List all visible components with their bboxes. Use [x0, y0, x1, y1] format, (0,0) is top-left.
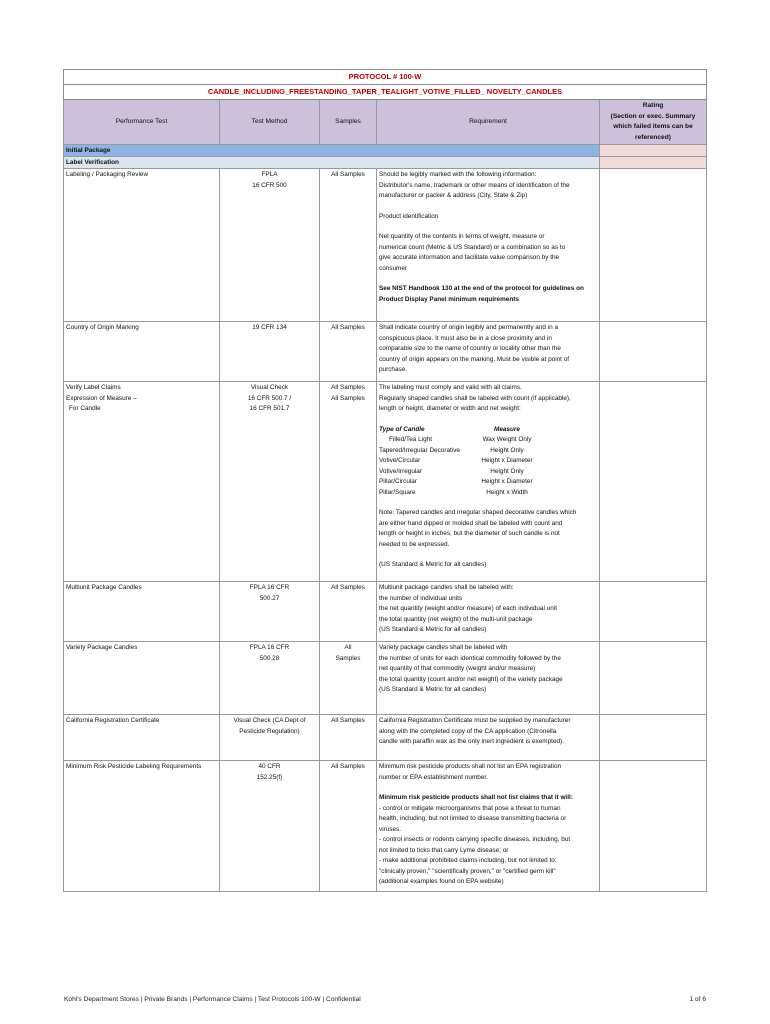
note-line: (US Standard & Metric for all candles) [379, 561, 487, 568]
header-rating-line: Rating [642, 102, 664, 109]
candle-measure: Height x Diameter [481, 457, 533, 464]
method-line: 16 CFR 500 [252, 181, 287, 189]
req-line: candle with paraffin wax as the only inert ingredient is exempted). [379, 738, 564, 745]
req-line: the total quantity (count and/or net weight) of the variety package [379, 675, 563, 683]
req-line: See NIST Handbook 130 at the end of the protocol for guidelines on [379, 285, 584, 292]
req-line: Shall indicate country of origin legibly and permanently and in a [379, 324, 559, 331]
method-line: 152.25(f) [256, 773, 283, 781]
samples-cell: All Samples [320, 761, 377, 892]
samples-cell [320, 642, 377, 715]
protocol-number: PROTOCOL # 100-W [64, 70, 707, 85]
method-line: Pesticide Regulation) [239, 727, 300, 735]
performance-test-cell: Country of Origin Marking [64, 322, 220, 382]
test-method-cell: 19 CFR 134 [220, 322, 320, 382]
req-line: not limited to ticks that carry Lyme disease; or [379, 846, 509, 854]
test-method-cell [220, 642, 320, 715]
req-line: Distributor's name, trademark or other means of identification of the [379, 181, 570, 189]
req-line: "clinically proven," "scientifically proven," or "certified germ kill" [379, 867, 556, 875]
candle-measure: Height Only [490, 467, 524, 475]
performance-test-cell [64, 382, 220, 582]
req-line: California Registration Certificate must be supplied by manufacturer [379, 717, 571, 724]
samples-line: All Samples [331, 384, 365, 391]
samples-cell [320, 382, 377, 582]
test-method-cell [220, 582, 320, 642]
table-row [64, 382, 707, 582]
test-line: For Candle [69, 405, 101, 412]
requirement-cell [377, 761, 600, 892]
rating-cell [600, 382, 707, 582]
header-performance-test: Performance Test [64, 100, 220, 145]
candle-type: Pillar/Square [379, 488, 416, 496]
candle-measure: Height x Diameter [481, 478, 533, 485]
req-line: number or EPA establishment number. [379, 773, 488, 781]
rating-cell [600, 322, 707, 382]
req-line: Variety package candles shall be labeled with [379, 644, 508, 651]
rating-cell [600, 145, 707, 157]
candle-type: Tapered/Irregular Decorative [379, 446, 460, 454]
section-initial-package [64, 145, 707, 157]
req-line: conspicuous place. It must also be in a close proximity and in [379, 334, 552, 342]
section-label-verification [64, 157, 707, 169]
req-line: the number of units for each identical commodity followed by the [379, 654, 561, 662]
req-line: numerical count (Metric & US Standard) or a combination so as to [379, 243, 566, 251]
note-line: needed to be expressed. [379, 540, 450, 548]
table-row [64, 761, 707, 892]
req-line: (additional examples found on EPA website) [379, 878, 504, 885]
candle-measure: Height Only [490, 446, 524, 454]
req-line: (US Standard & Metric for all candles) [379, 626, 487, 633]
test-method-cell [220, 169, 320, 322]
table-row [64, 169, 707, 322]
req-line: Regularly shaped candles shall be labeled with count (if applicable), [379, 394, 571, 402]
req-line: viruses. [379, 825, 402, 833]
req-line: Net quantity of the contents in terms of weight, measure or [379, 233, 545, 240]
req-line: - control or mitigate microorganisms that pose a threat to human [379, 804, 561, 812]
page-footer: Kohl's Department Stores | Private Brands | Performance Claims | Test Protocols 100-W | Confidential [64, 996, 361, 1003]
method-line: FPLA [261, 171, 278, 178]
req-line: purchase. [379, 366, 408, 373]
req-line: consumer [379, 264, 408, 272]
samples-cell: All Samples [320, 582, 377, 642]
type-of-candle-heading: Type of Candle [379, 425, 425, 433]
test-method-cell [220, 761, 320, 892]
samples-line: All [344, 644, 352, 651]
header-rating-line: which failed items can be [613, 123, 693, 130]
req-line: Product Display Panel minimum requirements [379, 295, 519, 303]
note-line: are either hand dipped or molded shall be labeled with count and [379, 519, 563, 527]
table-row [64, 715, 707, 761]
test-method-cell [220, 715, 320, 761]
note-line: length or height in inches, but the diameter of such candle is not [379, 530, 560, 537]
header-rating-line: (Section or exec. Summary [610, 112, 696, 120]
req-line: along with the completed copy of the CA application (Citronella [379, 727, 557, 735]
rating-cell [600, 582, 707, 642]
candle-type: Pillar/Circular [379, 478, 417, 485]
req-line: health, including, but not limited to disease transmitting bacteria or [379, 815, 567, 822]
table-row [64, 322, 707, 382]
req-line: the number of individual units [379, 594, 463, 602]
candle-measure: Height x Width [486, 488, 528, 496]
requirement-cell [377, 322, 600, 382]
performance-test-cell: Minimum Risk Pesticide Labeling Requirements [64, 761, 220, 892]
samples-cell: All Samples [320, 322, 377, 382]
requirement-cell [377, 582, 600, 642]
note-line: Note: Tapered candles and irregular shaped decorative candles which [379, 509, 577, 516]
protocol-sheet [63, 69, 706, 892]
candle-type: Votive/Irregular [379, 467, 422, 475]
section-title: Initial Package [64, 145, 600, 157]
method-line: 16 CFR 501.7 [249, 405, 290, 412]
test-line: Verify Label Claims [66, 384, 121, 391]
header-requirement: Requirement [377, 100, 600, 145]
samples-cell: All Samples [320, 169, 377, 322]
header-samples: Samples [320, 100, 377, 145]
header-test-method: Test Method [220, 100, 320, 145]
candle-type-measure-table [379, 425, 597, 499]
category-title-row [64, 85, 707, 100]
requirement-cell [377, 169, 600, 322]
page-number: 1 of 6 [689, 996, 706, 1003]
samples-line: Samples [335, 654, 361, 662]
performance-test-cell: Variety Package Candles [64, 642, 220, 715]
requirement-cell [377, 642, 600, 715]
test-method-cell [220, 382, 320, 582]
header-rating-line: referenced) [635, 133, 671, 141]
method-line: Visual Check [250, 384, 289, 391]
req-line: the net quantity (weight and/or measure) of each individual unit [379, 605, 557, 612]
requirement-cell [377, 382, 600, 582]
method-line: 500.27 [259, 594, 280, 602]
req-line: length or height, diameter or width and net weight: [379, 405, 521, 412]
req-line: Multiunit package candles shall be labeled with: [379, 584, 514, 591]
rating-cell [600, 715, 707, 761]
req-line: - control insects or rodents carrying specific diseases, including, but [379, 836, 571, 843]
req-line: comparable size to the name of country or locality other than the [379, 345, 561, 352]
req-line: (US Standard & Metric for all candles) [379, 686, 487, 693]
method-line: FPLA 16 CFR [249, 644, 290, 651]
method-line: 40 CFR [258, 763, 281, 770]
samples-line: All Samples [331, 394, 365, 402]
req-line: manufacturer or packer & address (City, State & Zip) [379, 192, 528, 199]
req-line: Minimum risk pesticide products shall not list claims that it will: [379, 794, 573, 801]
req-line: - make additional prohibited claims including, but not limited to: [379, 857, 557, 864]
req-line: give accurate information and facilitate value comparison by the [379, 254, 560, 261]
candle-measure: Wax Weight Only [482, 436, 532, 443]
measure-heading: Measure [494, 425, 520, 433]
method-line: 16 CFR 500.7 / [247, 394, 292, 402]
req-line: country of origin appears on the marking. Must be visible at point of [379, 355, 570, 363]
req-line: net quantity of that commodity (weight and/or measure) [379, 665, 536, 672]
test-line: Expression of Measure – [66, 394, 137, 402]
performance-test-cell: Labeling / Packaging Review [64, 169, 220, 322]
req-line: The labeling must comply and valid with all claims. [379, 384, 522, 391]
rating-cell [600, 642, 707, 715]
protocol-table [63, 69, 707, 892]
method-line: FPLA 16 CFR [249, 584, 290, 591]
protocol-title-row [64, 70, 707, 85]
req-line: Product identification [379, 212, 439, 220]
performance-test-cell: California Registration Certificate [64, 715, 220, 761]
method-line: Visual Check (CA Dept of [233, 717, 306, 724]
req-line: Should be legibly marked with the following information: [379, 171, 537, 178]
rating-cell [600, 157, 707, 169]
table-row [64, 642, 707, 715]
section-title: Label Verification [64, 157, 600, 169]
samples-cell: All Samples [320, 715, 377, 761]
header-rating [600, 100, 707, 145]
req-line: the total quantity (net weight) of the multi-unit package [379, 615, 533, 623]
candle-type: Votive/Circular [379, 457, 421, 464]
protocol-category: CANDLE_INCLUDING_FREESTANDING_TAPER_TEALIGHT_VOTIVE_FILLED_ NOVELTY_CANDLES [64, 85, 707, 100]
rating-cell [600, 169, 707, 322]
table-row [64, 582, 707, 642]
requirement-cell [377, 715, 600, 761]
candle-type: Filled/Tea Light [389, 436, 432, 443]
req-line: Minimum risk pesticide products shall not list an EPA registration [379, 763, 562, 770]
rating-cell [600, 761, 707, 892]
performance-test-cell: Multiunit Package Candles [64, 582, 220, 642]
method-line: 500.28 [259, 654, 280, 662]
column-header-row [64, 100, 707, 145]
